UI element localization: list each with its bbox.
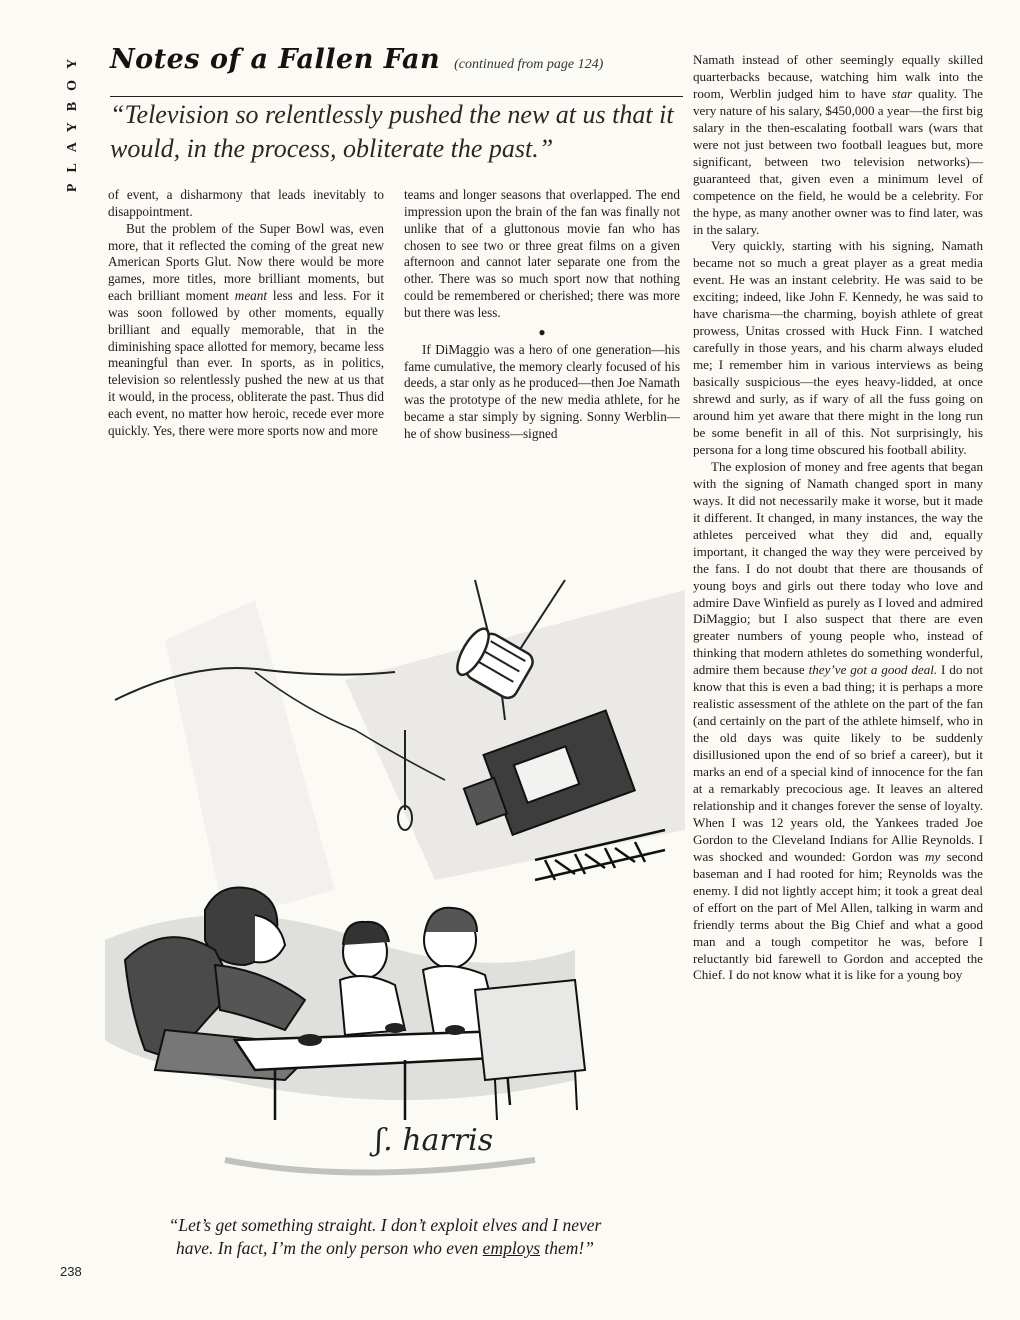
text-run: But the problem of the Super Bowl was, even more, that it reflected the coming of the great new American Sports Glut. Now there would be more games, more titles, more brilliant moments, but each brilliant moment [108, 220, 384, 304]
header-rule [110, 96, 683, 97]
article-title: Notes of a Fallen Fan [110, 44, 441, 75]
signature-mark: ʃ. harris [375, 1123, 494, 1158]
cartoon-illustration [105, 560, 685, 1200]
article-header [110, 44, 685, 84]
emphasis: they’ve got a good deal. [808, 662, 938, 678]
paragraph: of event, a disharmony that leads inevitably to disappointment. [108, 187, 384, 219]
text-run: Namath instead of other seemingly equally skilled quarterbacks because, watching him walk into the room, Werblin judged him to have [693, 52, 983, 101]
cartoon-caption [150, 1214, 620, 1260]
emphasis: star [891, 85, 913, 101]
text-run: I do not know that this is even a bad thing; it is perhaps a more realistic assessment of the athlete on the part of the fan (and certainly on the part of the athlete himself, who in the old days was quite likely to be suddenly disillusioned upon the end of so brief a career), but it marks an end of a special kind of innocence for the fan at a remarkably precocious age. It leaves an altered relationship and it changes forever the sense of loyalty. When I was 12 years old, the Yankees traded Joe Gordon to the Cleveland Indians for Allie Reynolds. I was shocked and wounded: Gordon was [693, 662, 983, 864]
paragraph: Very quickly, starting with his signing, Namath became not so much a great player as a great media event. He was an instant celebrity. He was said to be exciting; indeed, like John F. Kennedy, he was said to have charisma—the charming, boyish athlete of great prowess, Unitas crossed with Huck Finn. I watched carefully in those years, and his charm always eluded me; I remember him in various interviews as being basically suspicious—the eyes heavy-lidded, at once shrewd and surly, as if wary of all the fuss going on around him yet aware that there might in the long run be some benefit in all of this. Not surprisingly, his persona for a long time obscured his football ability. [693, 238, 983, 457]
body-column-2 [404, 187, 680, 443]
magazine-logo [58, 40, 88, 200]
body-column-3 [693, 52, 983, 984]
paragraph: If DiMaggio was a hero of one generation—his fame cumulative, the memory clearly focused of his deeds, a star only as he produced—then Joe Namath was the prototype of the new media athlete, for he became a star simply by signing. Sonny Werblin—he of show business—signed [404, 341, 680, 441]
body-column-1 [108, 187, 384, 440]
caption-underlined-word: employs [482, 1238, 541, 1258]
text-run: The explosion of money and free agents that began with the signing of Namath changed sport in many ways. It did not necessarily make it worse, but it made it different. It changed, in many instances, the way the athletes perceived what they did and, equally important, it changed the way they were perceived by the fans. I do not doubt that there are thousands of young boys and girls out there today who love and admire Dave Winfield as purely as I loved and admired DiMaggio; but I also suspect that there are even greater numbers of young people who, instead of thinking that modern athletes do something wonderful, admire them because [693, 458, 983, 678]
text-run: quality. The very nature of his salary, $450,000 a year—the first big salary in the then-escalating football wars (wars that were not just between two football leagues but, more significant, between two television networks)—guaranteed that, given even a minimum level of competence on the field, he would be a celebrity. For the hype, as many another owner was to find later, was in the salary. [693, 85, 983, 237]
caption-text: “Let’s get something straight. I don’t exploit elves and I never have. In fact, I’m the only person who even [168, 1215, 602, 1258]
magazine-logo-text: PLAYBOY [65, 47, 80, 193]
cartoon-drawing [105, 560, 685, 1200]
continued-note: (continued from page 124) [454, 57, 604, 72]
emphasis: my [925, 848, 941, 864]
text-run: second baseman and I had rooted for him; Reynolds was the enemy. I did not lightly accept him; it took a great deal of effort on the part of Mel Allen, talking in warm and friendly terms about the Big Chief and what a good man and a tough competitor he was, before I reluctantly bid farewell to Gordon and accepted the Chief. I do not know what it is like for a young boy [693, 848, 983, 983]
paragraph: teams and longer seasons that overlapped. The end impression upon the brain of the fan was finally not unlike that of a gluttonous movie fan who has chosen to see two or three great films on a given afternoon and cannot later separate one from the other. There was so much sport now that nothing could be remembered or cherished; there was more but there was less. [404, 187, 680, 320]
paragraph [693, 459, 983, 985]
page-number: 238 [60, 1264, 82, 1279]
pull-quote: “Television so relentlessly pushed the new at us that it would, in the process, obliterate the past.” [110, 100, 674, 163]
paragraph [108, 221, 384, 440]
caption-text-end: them!” [544, 1238, 594, 1258]
section-break-bullet: ● [538, 324, 546, 339]
emphasis: meant [234, 288, 268, 304]
text-run: less and less. For it was soon followed by other moments, equally brilliant and equally memorable, that in the diminishing space allotted for memory, became less meaningful than ever. In sports, as in politics, television so relentlessly pushed the new at us that it would, in the process, obliterate the past. Thus did each event, no matter how heroic, recede ever more quickly. Yes, there were more sports now and more [108, 288, 385, 438]
paragraph [693, 52, 983, 238]
